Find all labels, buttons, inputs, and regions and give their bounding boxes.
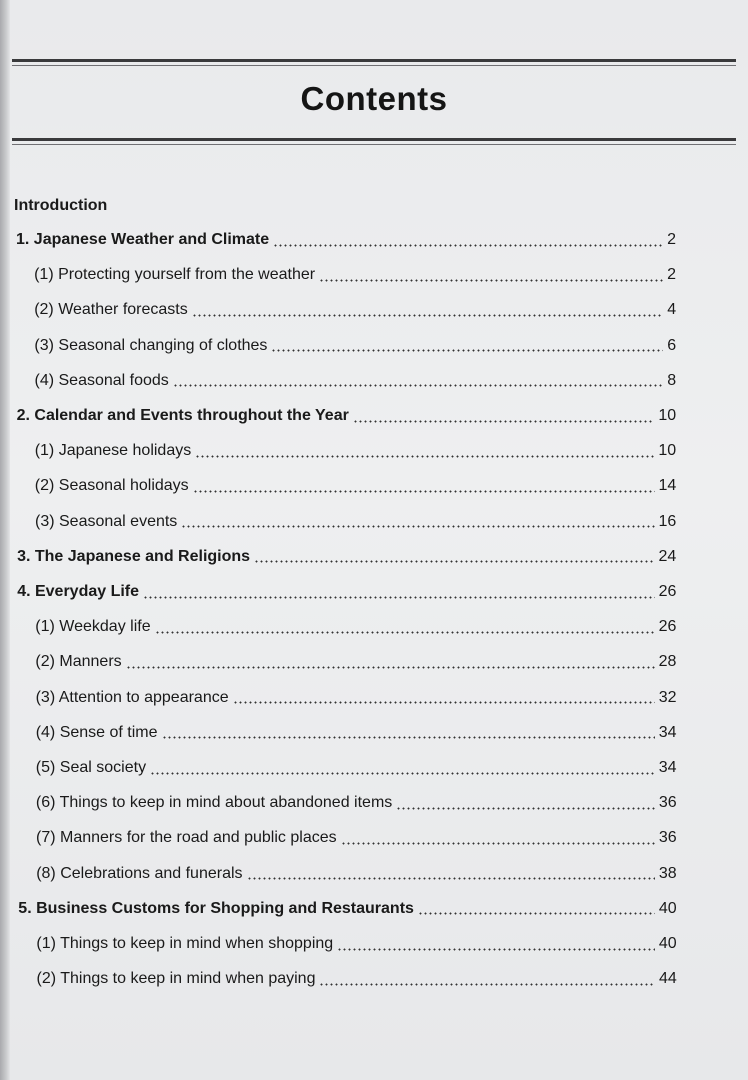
- toc-page-number: 44: [659, 970, 677, 988]
- toc-chapter-row: [0, 231, 748, 253]
- toc-section-row: [0, 653, 748, 675]
- dot-leader: [233, 701, 655, 704]
- toc-page-number: 26: [658, 618, 677, 636]
- toc-page-number: 14: [658, 477, 677, 495]
- toc-section-row: [0, 865, 748, 887]
- dot-leader: [192, 314, 663, 317]
- toc-page-number: 40: [658, 899, 677, 917]
- toc-entry-label: (7) Manners for the road and public places: [36, 829, 337, 847]
- toc-section-row: [0, 513, 748, 535]
- toc-section-row: [0, 477, 748, 499]
- toc-entry-label: 5. Business Customs for Shopping and Restaurants: [18, 899, 414, 917]
- toc-page-number: 24: [658, 547, 677, 565]
- toc-section-row: [0, 829, 748, 851]
- toc-entry-label: (5) Seal society: [35, 759, 147, 776]
- toc-chapter-row: [0, 900, 748, 922]
- toc-entry-label: (4) Sense of time: [35, 723, 158, 741]
- dot-leader: [254, 560, 654, 563]
- bottom-double-rule: [12, 138, 736, 145]
- dot-leader: [181, 525, 654, 528]
- toc-entry-label: (2) Things to keep in mind when paying: [36, 970, 316, 988]
- toc-page-number: 36: [658, 794, 677, 812]
- toc-section-row: [0, 935, 748, 957]
- toc-page-number: 38: [658, 864, 677, 882]
- toc-page-number: 40: [658, 935, 677, 952]
- toc-section-row: [0, 372, 748, 394]
- toc-section-row: [0, 337, 748, 359]
- dot-leader: [247, 877, 655, 880]
- toc-entry-label: (1) Japanese holidays: [34, 442, 192, 460]
- toc-page-number: 2: [667, 266, 676, 284]
- toc-introduction: Introduction: [14, 197, 108, 214]
- toc-section-row: [0, 724, 748, 746]
- toc-page-number: 16: [658, 512, 677, 530]
- toc-chapter-row: [0, 407, 748, 429]
- toc-page-number: 36: [658, 829, 677, 847]
- dot-leader: [193, 490, 655, 493]
- toc-entry-label: (2) Seasonal holidays: [34, 477, 189, 495]
- toc-page-number: 26: [658, 583, 677, 600]
- toc-entry-label: (2) Weather forecasts: [34, 301, 188, 319]
- toc-page-number: 32: [658, 688, 677, 706]
- toc-entry-label: (1) Things to keep in mind when shopping: [36, 935, 334, 952]
- toc-page-number: 10: [658, 442, 677, 460]
- toc-entry-label: (3) Seasonal changing of clothes: [34, 336, 268, 354]
- dot-leader: [418, 912, 655, 915]
- toc-page-number: 10: [658, 407, 677, 424]
- toc-entry-label: (2) Manners: [35, 653, 122, 671]
- toc-entry-label: (6) Things to keep in mind about abandoned items: [35, 794, 393, 812]
- toc-entry-label: (3) Seasonal events: [35, 512, 178, 530]
- toc-chapter-row: [0, 583, 748, 605]
- toc-page-number: 8: [667, 371, 677, 389]
- dot-leader: [273, 244, 663, 247]
- toc-entry-label: (4) Seasonal foods: [34, 371, 169, 389]
- toc-section-row: [0, 970, 748, 992]
- toc-entry-label: 4. Everyday Life: [17, 583, 140, 600]
- toc-section-row: [0, 689, 748, 711]
- dot-leader: [319, 983, 655, 986]
- dot-leader: [143, 596, 655, 599]
- toc-entry-label: (8) Celebrations and funerals: [36, 864, 243, 882]
- toc-section-row: [0, 301, 748, 323]
- toc-section-row: [0, 794, 748, 816]
- toc-entry-label: (1) Protecting yourself from the weather: [34, 266, 316, 284]
- toc-page-number: 34: [658, 759, 677, 776]
- toc-entry-label: 3. The Japanese and Religions: [17, 547, 251, 565]
- dot-leader: [150, 772, 655, 775]
- toc-page-number: 34: [658, 723, 677, 741]
- toc-page-number: 4: [667, 301, 677, 319]
- toc-section-row: [0, 442, 748, 464]
- dot-leader: [319, 279, 663, 282]
- dot-leader: [162, 736, 655, 739]
- dot-leader: [271, 349, 663, 352]
- dot-leader: [195, 455, 654, 458]
- dot-leader: [353, 420, 655, 423]
- toc-page-number: 6: [667, 336, 677, 354]
- dot-leader: [396, 807, 655, 810]
- dot-leader: [173, 384, 663, 387]
- page-title: Contents: [300, 80, 448, 117]
- toc-section-row: [0, 759, 748, 781]
- dot-leader: [337, 948, 655, 951]
- dot-leader: [126, 666, 655, 669]
- toc-section-row: [0, 266, 748, 288]
- toc-entry-label: 1. Japanese Weather and Climate: [16, 231, 270, 248]
- dot-leader: [155, 631, 655, 634]
- toc-page-number: 28: [658, 653, 677, 671]
- top-double-rule: [12, 59, 736, 66]
- toc-entry-label: (1) Weekday life: [35, 618, 151, 636]
- toc-chapter-row: [0, 548, 748, 570]
- toc-page-number: 2: [667, 231, 676, 248]
- dot-leader: [341, 842, 655, 845]
- toc-entry-label: 2. Calendar and Events throughout the Year: [16, 407, 349, 424]
- toc-entry-label: (3) Attention to appearance: [35, 688, 229, 706]
- toc-section-row: [0, 618, 748, 640]
